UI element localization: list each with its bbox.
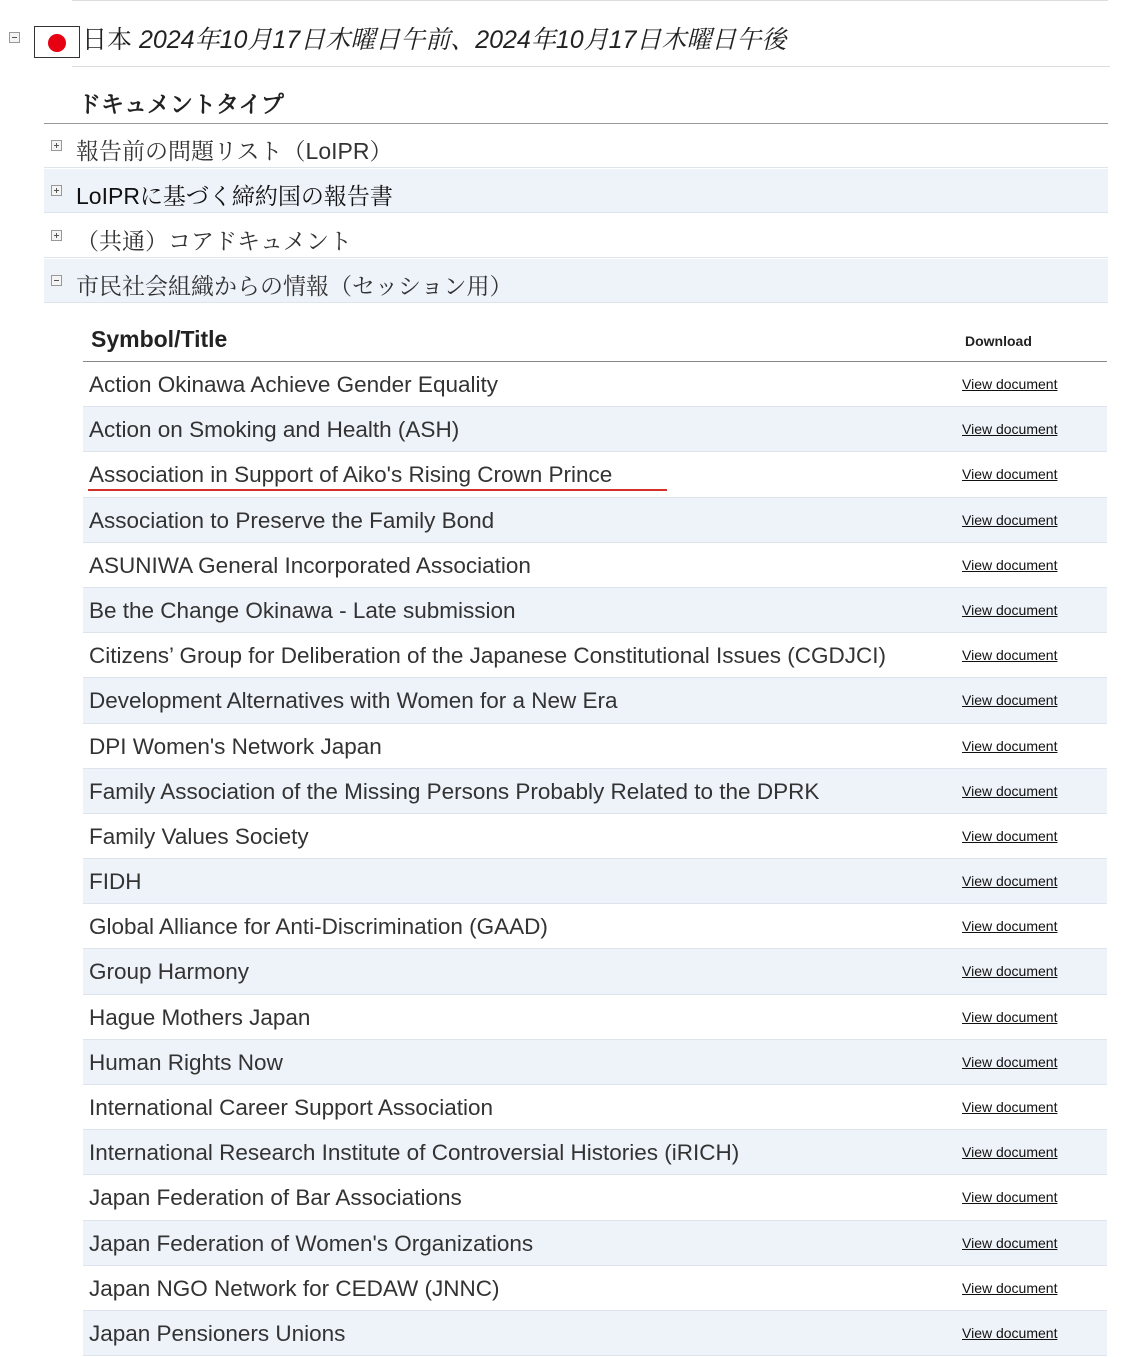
expand-toggle-icon[interactable] xyxy=(51,230,62,241)
country-name: 日本 xyxy=(82,26,133,54)
table-row xyxy=(83,588,1107,633)
view-document-link[interactable]: View document xyxy=(962,647,1058,664)
table-row xyxy=(83,949,1107,994)
document-type-heading: ドキュメントタイプ xyxy=(78,92,284,118)
table-row xyxy=(83,498,1107,543)
view-document-link[interactable]: View document xyxy=(962,601,1058,618)
row-title: Hague Mothers Japan xyxy=(89,1004,311,1030)
table-row xyxy=(83,814,1107,859)
row-title: Action on Smoking and Health (ASH) xyxy=(89,417,460,443)
expand-toggle-icon[interactable] xyxy=(51,140,62,151)
view-document-link[interactable]: View document xyxy=(962,963,1058,980)
view-document-link[interactable]: View document xyxy=(962,1144,1058,1161)
row-title: Japan NGO Network for CEDAW (JNNC) xyxy=(89,1275,500,1301)
submissions-table xyxy=(83,318,1107,1356)
row-title: Group Harmony xyxy=(89,959,250,985)
row-title: Action Okinawa Achieve Gender Equality xyxy=(89,372,498,397)
row-title: Citizens’ Group for Deliberation of the Japanese Constitutional Issues (CGDJCI) xyxy=(89,643,887,669)
row-title: Association in Support of Aiko's Rising Crown Prince xyxy=(89,462,613,488)
view-document-link[interactable]: View document xyxy=(962,918,1058,935)
view-document-link[interactable]: View document xyxy=(962,827,1058,844)
row-title: DPI Women's Network Japan xyxy=(89,733,382,759)
row-title: Human Rights Now xyxy=(89,1049,283,1075)
view-document-link[interactable]: View document xyxy=(962,1053,1058,1070)
table-header xyxy=(83,318,1107,362)
view-document-link[interactable]: View document xyxy=(962,1324,1058,1341)
table-row xyxy=(83,1040,1107,1085)
table-row xyxy=(83,1085,1107,1130)
country-header[interactable] xyxy=(0,14,1110,66)
table-row xyxy=(83,1266,1107,1311)
flag-disc xyxy=(48,34,66,52)
view-document-link[interactable]: View document xyxy=(962,511,1058,528)
section-label[interactable]: LoIPRに基づく締約国の報告書 xyxy=(76,183,393,209)
view-document-link[interactable]: View document xyxy=(962,1234,1058,1251)
japan-flag-icon xyxy=(34,26,80,58)
country-title xyxy=(82,20,786,56)
table-row xyxy=(83,1221,1107,1266)
section-state-report[interactable] xyxy=(44,169,1108,213)
table-row xyxy=(83,362,1107,407)
table-row xyxy=(83,724,1107,769)
row-title: Association to Preserve the Family Bond xyxy=(89,507,495,533)
row-title: Be the Change Okinawa - Late submission xyxy=(89,597,516,623)
table-row xyxy=(83,543,1107,588)
table-row xyxy=(83,407,1107,452)
view-document-link[interactable]: View document xyxy=(962,466,1058,483)
column-header-title: Symbol/Title xyxy=(91,326,228,352)
section-loipr[interactable] xyxy=(44,124,1108,168)
row-title: Global Alliance for Anti-Discrimination (GAAD) xyxy=(89,914,548,940)
session-dates: 2024年10月17日木曜日午前、2024年10月17日木曜日午後 xyxy=(138,26,787,54)
table-body xyxy=(83,362,1107,1356)
column-header-download: Download xyxy=(965,333,1032,349)
row-title: Japan Federation of Bar Associations xyxy=(89,1185,462,1211)
table-row xyxy=(83,995,1107,1040)
row-title: FIDH xyxy=(89,869,142,895)
row-title: Family Values Society xyxy=(89,823,309,849)
row-title: International Career Support Association xyxy=(89,1095,493,1120)
row-title: Japan Federation of Women's Organizations xyxy=(89,1230,534,1256)
section-core-document[interactable] xyxy=(44,214,1108,258)
view-document-link[interactable]: View document xyxy=(962,1189,1058,1206)
view-document-link[interactable]: View document xyxy=(962,1008,1058,1025)
table-row xyxy=(83,769,1107,814)
section-label[interactable]: （共通）コアドキュメント xyxy=(76,228,352,254)
view-document-link[interactable]: View document xyxy=(962,376,1058,392)
view-document-link[interactable]: View document xyxy=(962,1279,1058,1296)
red-underline-annotation xyxy=(88,489,667,491)
row-title: Family Association of the Missing Persons Probably Related to the DPRK xyxy=(89,778,820,804)
row-title: Development Alternatives with Women for a New Era xyxy=(89,688,618,714)
expand-toggle-icon[interactable] xyxy=(51,185,62,196)
table-row xyxy=(83,859,1107,904)
section-label[interactable]: 市民社会組織からの情報（セッション用） xyxy=(76,273,513,299)
top-divider xyxy=(72,0,1108,1)
view-document-link[interactable]: View document xyxy=(962,421,1058,438)
table-row xyxy=(83,1130,1107,1175)
view-document-link[interactable]: View document xyxy=(962,692,1058,709)
collapse-toggle-icon[interactable] xyxy=(9,32,20,43)
row-title: International Research Institute of Controversial Histories (iRICH) xyxy=(89,1140,740,1166)
view-document-link[interactable]: View document xyxy=(962,873,1058,890)
view-document-link[interactable]: View document xyxy=(962,1099,1058,1115)
view-document-link[interactable]: View document xyxy=(962,556,1058,573)
table-row xyxy=(83,678,1107,723)
table-row xyxy=(83,1311,1107,1356)
collapse-toggle-icon[interactable] xyxy=(51,275,62,286)
country-divider xyxy=(72,66,1110,67)
row-title: ASUNIWA General Incorporated Association xyxy=(89,552,531,578)
view-document-link[interactable]: View document xyxy=(962,737,1058,754)
section-civil-society[interactable] xyxy=(44,259,1108,303)
table-row xyxy=(83,1175,1107,1220)
row-title: Japan Pensioners Unions xyxy=(89,1320,346,1346)
view-document-link[interactable]: View document xyxy=(962,782,1058,799)
section-label[interactable]: 報告前の問題リスト（LoIPR） xyxy=(76,138,393,164)
table-row xyxy=(83,904,1107,949)
table-row xyxy=(83,633,1107,678)
